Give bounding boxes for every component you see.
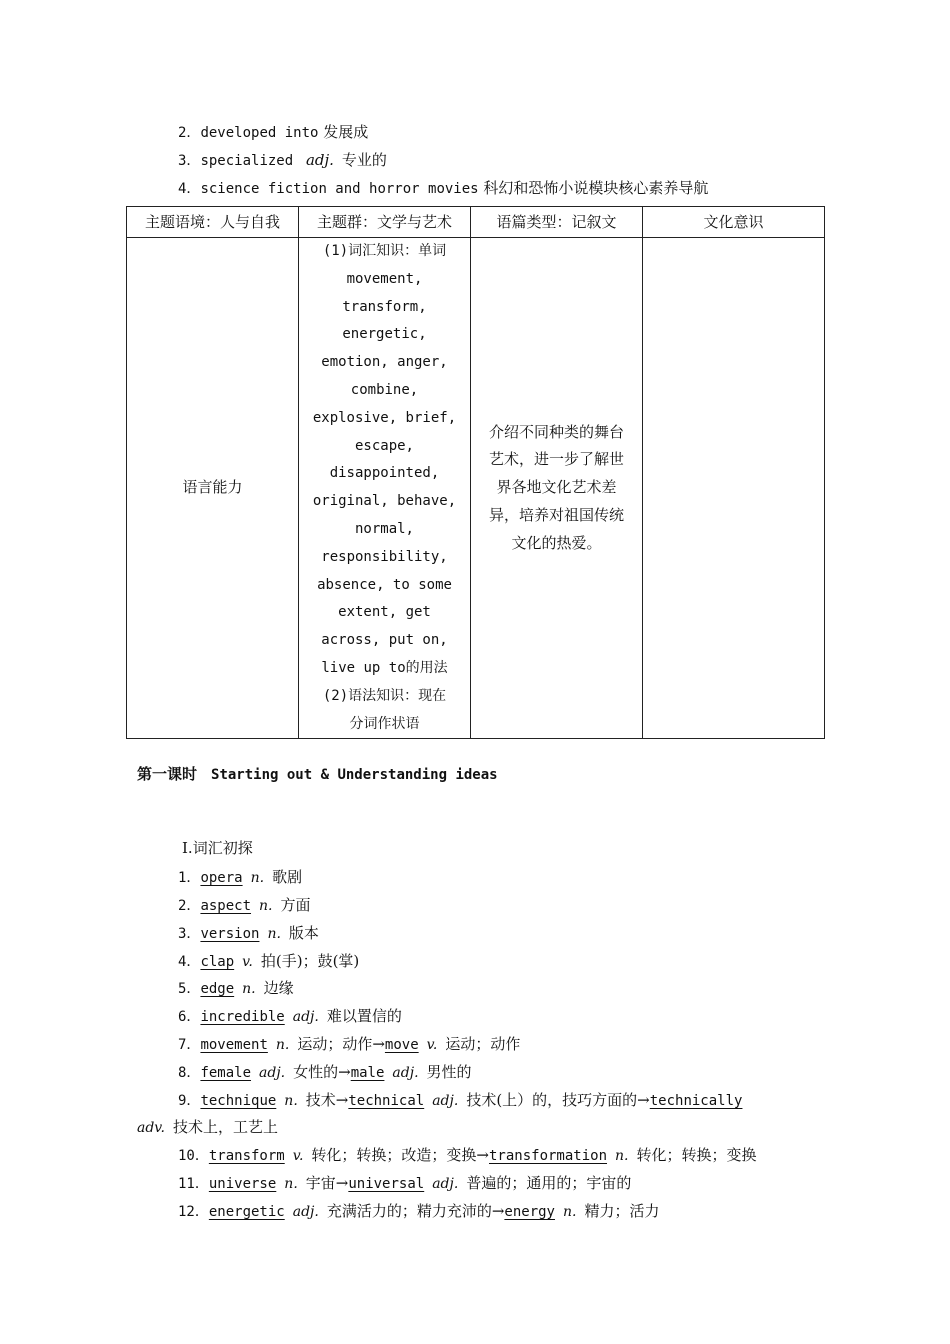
table-header-cell: 主题语境：人与自我 bbox=[127, 207, 299, 238]
part-of-speech: n. bbox=[562, 1204, 577, 1220]
cell-line: live up to的用法 bbox=[321, 659, 448, 676]
chinese-meaning: 普遍的；通用的；宇宙的 bbox=[466, 1174, 632, 1192]
derived-word: male bbox=[350, 1065, 385, 1081]
part-of-speech: adj. bbox=[259, 1065, 286, 1081]
derived-word: transformation bbox=[489, 1148, 608, 1164]
chinese-meaning: 充满活力的；精力充沛的→ bbox=[326, 1202, 505, 1220]
part-of-speech: v. bbox=[242, 954, 253, 970]
chinese-meaning: 技术(上）的，技巧方面的→ bbox=[466, 1091, 650, 1109]
vocab-word: incredible bbox=[200, 1009, 285, 1025]
cell-line: explosive, brief, bbox=[312, 409, 457, 426]
part-of-speech: adj. bbox=[292, 1009, 319, 1025]
part-of-speech: n. bbox=[615, 1148, 629, 1164]
cell-line: 异，培养对祖国传统 bbox=[488, 506, 624, 525]
vocab-item bbox=[178, 1172, 631, 1195]
vocab-word: female bbox=[200, 1065, 252, 1081]
chinese-meaning: 方面 bbox=[280, 896, 311, 914]
vocab-number: 2． bbox=[178, 898, 201, 914]
part-of-speech: n. bbox=[267, 926, 281, 942]
vocab-number: 6． bbox=[178, 1009, 201, 1025]
table-header-cell: 语篇类型：记叙文 bbox=[471, 207, 643, 238]
vocab-item bbox=[178, 977, 294, 1000]
chinese-meaning: 男性的 bbox=[426, 1063, 472, 1081]
vocab-number: 4． bbox=[178, 954, 201, 970]
vocab-number: 5． bbox=[178, 981, 201, 997]
part-of-speech: n. bbox=[284, 1093, 298, 1109]
vocab-heading: Ⅰ.词汇初探 bbox=[182, 839, 253, 857]
chinese-meaning: 技术→ bbox=[305, 1091, 349, 1109]
part-of-speech: adv. bbox=[137, 1120, 166, 1136]
chinese-meaning: 版本 bbox=[288, 924, 319, 942]
chinese-meaning: 歌剧 bbox=[272, 868, 303, 886]
derived-word: move bbox=[384, 1037, 419, 1053]
vocab-word: energetic bbox=[208, 1204, 285, 1220]
row-label: 语言能力 bbox=[127, 238, 299, 739]
part-of-speech: n. bbox=[259, 898, 273, 914]
part-of-speech: n. bbox=[284, 1176, 298, 1192]
part-of-speech: n. bbox=[250, 870, 265, 886]
vocab-number: 8． bbox=[178, 1065, 201, 1081]
part-of-speech: n. bbox=[242, 981, 256, 997]
part-of-speech: adj. bbox=[392, 1065, 419, 1081]
cell-line: across, put on, bbox=[321, 632, 448, 649]
chinese-meaning: 难以置信的 bbox=[326, 1007, 402, 1025]
vocab-word: opera bbox=[200, 870, 243, 886]
intro-line-4: 4．science fiction and horror movies 科幻和恐怖小说模块核心素养导航 bbox=[178, 179, 709, 197]
part-of-speech: adj. bbox=[432, 1176, 459, 1192]
cell-line: (1)词汇知识：单词 bbox=[322, 243, 447, 259]
chinese-meaning: 拍(手)；鼓(掌) bbox=[260, 952, 360, 970]
cell-line: disappointed, bbox=[329, 465, 440, 482]
cell-line: escape, bbox=[354, 437, 414, 454]
cell-line: 艺术，进一步了解世 bbox=[488, 450, 624, 469]
vocab-item bbox=[178, 1033, 520, 1056]
cell-line: emotion, anger, bbox=[321, 354, 448, 371]
vocab-number: 3． bbox=[178, 926, 201, 942]
cell-line: original, behave, bbox=[312, 493, 457, 510]
intro-line-2: 2．developed into 发展成 bbox=[178, 123, 369, 141]
vocab-word: movement bbox=[200, 1037, 268, 1053]
cell-line: responsibility, bbox=[321, 548, 448, 565]
vocab-item bbox=[178, 950, 359, 973]
derived-word: technical bbox=[348, 1093, 425, 1109]
table-header-cell: 主题群：文学与艺术 bbox=[299, 207, 471, 238]
cell-line: 文化的热爱。 bbox=[511, 533, 602, 552]
vocab-number: 12． bbox=[178, 1204, 209, 1220]
part-of-speech: n. bbox=[275, 1037, 290, 1053]
cell-line: movement, bbox=[346, 270, 423, 287]
chinese-meaning: 运动；动作→ bbox=[297, 1035, 385, 1053]
cultural-awareness-cell bbox=[643, 238, 825, 739]
vocab-item bbox=[178, 1005, 402, 1028]
vocab-word: aspect bbox=[200, 898, 252, 914]
chinese-meaning: 边缘 bbox=[263, 979, 294, 997]
chinese-meaning: 宇宙→ bbox=[305, 1174, 349, 1192]
section-title: 第一课时 Starting out & Understanding ideas bbox=[137, 765, 498, 783]
vocab-item bbox=[178, 1200, 659, 1223]
chinese-meaning: 运动；动作 bbox=[445, 1035, 521, 1053]
vocab-item bbox=[178, 1089, 742, 1112]
vocab-item bbox=[178, 922, 319, 945]
vocab-grammar-lines bbox=[305, 238, 464, 738]
part-of-speech: adj. bbox=[292, 1204, 319, 1220]
vocab-number: 9． bbox=[178, 1093, 201, 1109]
part-of-speech: adj. bbox=[432, 1093, 459, 1109]
derived-word: energy bbox=[504, 1204, 555, 1220]
cell-line: 分词作状语 bbox=[349, 715, 420, 732]
cell-line: normal, bbox=[354, 520, 414, 537]
vocab-item bbox=[137, 1116, 278, 1139]
vocab-number: 11． bbox=[178, 1176, 209, 1192]
table-header-cell: 文化意识 bbox=[643, 207, 825, 238]
intro-line-3: 3．specialized adj. 专业的 bbox=[178, 151, 387, 169]
core-literacy-table bbox=[126, 206, 825, 739]
vocab-item bbox=[178, 894, 311, 917]
vocab-word: clap bbox=[200, 954, 235, 970]
culture-description-cell bbox=[471, 238, 643, 739]
vocab-item bbox=[178, 866, 302, 889]
cell-line: extent, get bbox=[338, 604, 431, 621]
vocab-number: 10． bbox=[178, 1148, 209, 1164]
vocab-word: version bbox=[200, 926, 260, 942]
table-row bbox=[127, 238, 825, 739]
cell-line: absence, to some bbox=[317, 576, 452, 593]
part-of-speech: v. bbox=[292, 1148, 304, 1164]
vocab-word: transform bbox=[208, 1148, 285, 1164]
vocab-word: universe bbox=[208, 1176, 277, 1192]
vocab-number: 1． bbox=[178, 870, 201, 886]
vocab-item bbox=[178, 1144, 757, 1167]
part-of-speech: v. bbox=[426, 1037, 438, 1053]
cell-line: combine, bbox=[350, 381, 419, 398]
cell-line: transform, bbox=[342, 298, 427, 315]
cell-line: 界各地文化艺术差 bbox=[496, 478, 617, 497]
chinese-meaning: 转化；转换；改造；变换→ bbox=[311, 1146, 489, 1164]
vocab-word: edge bbox=[200, 981, 235, 997]
cell-line: (2)语法知识：现在 bbox=[322, 687, 447, 704]
chinese-meaning: 技术上，工艺上 bbox=[173, 1118, 279, 1136]
derived-word: technically bbox=[649, 1093, 743, 1109]
derived-word: universal bbox=[348, 1176, 425, 1192]
vocab-word: technique bbox=[200, 1093, 277, 1109]
table-header-row bbox=[127, 207, 825, 238]
culture-description-lines bbox=[477, 419, 636, 558]
vocab-number: 7． bbox=[178, 1037, 201, 1053]
vocab-item bbox=[178, 1061, 472, 1084]
cell-line: 介绍不同种类的舞台 bbox=[488, 422, 624, 441]
vocab-grammar-cell bbox=[299, 238, 471, 739]
chinese-meaning: 转化；转换；变换 bbox=[636, 1146, 757, 1164]
chinese-meaning: 女性的→ bbox=[293, 1063, 351, 1081]
chinese-meaning: 精力；活力 bbox=[584, 1202, 660, 1220]
cell-line: energetic, bbox=[342, 326, 427, 343]
